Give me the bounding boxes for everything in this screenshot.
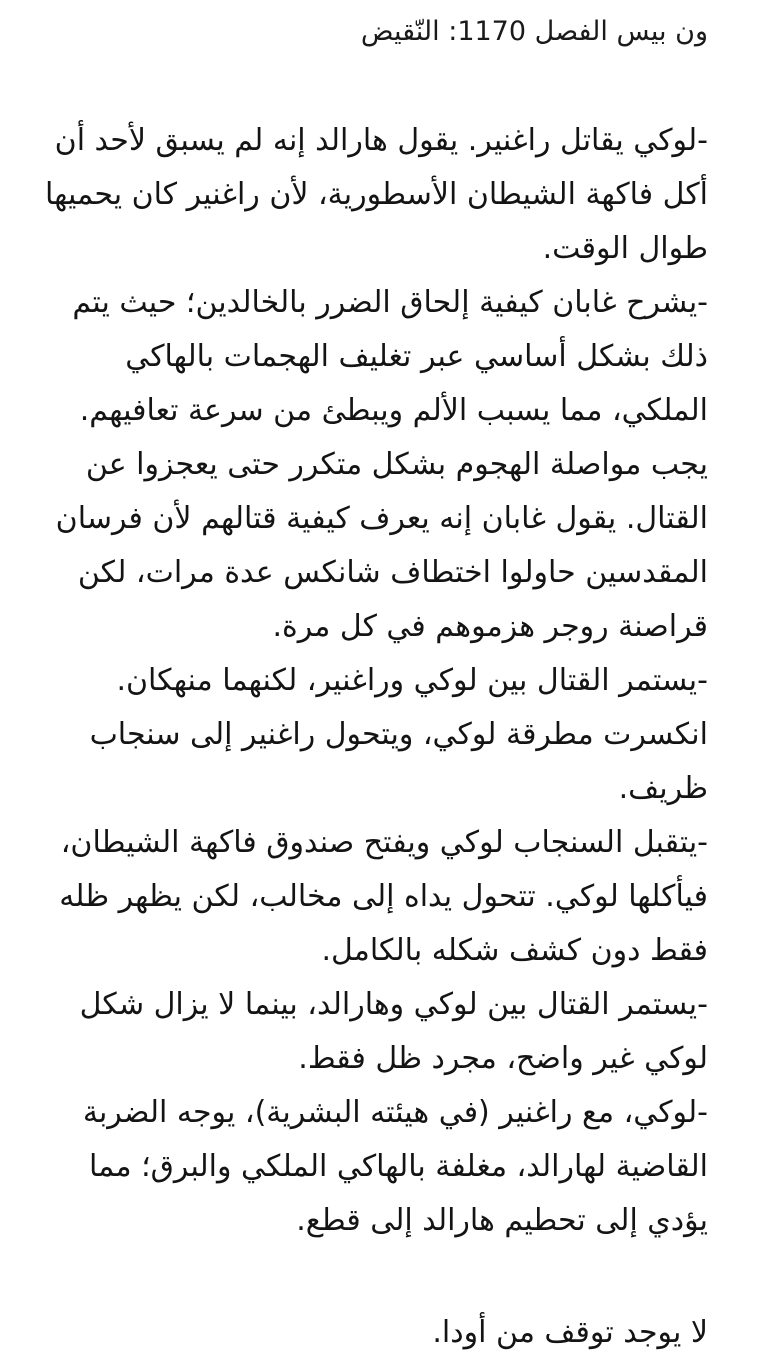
paragraph-gaban-explains: -يشرح غابان كيفية إلحاق الضرر بالخالدين؛ حيث يتم ذلك بشكل أساسي عبر تغليف الهجمات بالهاكي الملكي، مما يسبب الألم ويبطئ من سرعة تعافيهم. يجب مواصلة الهجوم بشكل متكرر حتى يعجزوا عن القتال. يقول غابان إنه يعرف كيفية قتالهم لأن فرسان المقدسين حاولوا اختطاف شانكس عدة مرات، لكن قراصنة روجر هزموهم في كل مرة. [55,285,708,644]
chapter-title: ون بيس الفصل 1170: النّقيض [360,16,708,47]
paragraph-fight-continues: -يستمر القتال بين لوكي وراغنير، لكنهما منهكان. انكسرت مطرقة لوكي، ويتحول راغنير إلى سنجاب ظريف. [89,663,708,806]
paragraph-devil-fruit-eaten: -يتقبل السنجاب لوكي ويفتح صندوق فاكهة الشيطان، فيأكلها لوكي. تتحول يداه إلى مخالب، لكن يظهر ظله فقط دون كشف شكله بالكامل. [59,825,708,968]
paragraph-final-blow: -لوكي، مع راغنير (في هيئته البشرية)، يوجه الضربة القاضية لهارالد، مغلفة بالهاكي الملكي والبرق؛ مما يؤدي إلى تحطيم هارالد إلى قطع. [82,1095,708,1238]
spoiler-body [36,114,708,1248]
paragraph-loki-vs-ragnir: -لوكي يقاتل راغنير. يقول هارالد إنه لم يسبق لأحد أن أكل فاكهة الشيطان الأسطورية، لأن راغنير كان يحميها طوال الوقت. [45,123,708,266]
paragraph-loki-vs-harald: -يستمر القتال بين لوكي وهارالد، بينما لا يزال شكل لوكي غير واضح، مجرد ظل فقط. [79,987,708,1076]
spoiler-document [36,0,708,1360]
break-note: لا يوجد توقف من أودا. [432,1315,708,1350]
